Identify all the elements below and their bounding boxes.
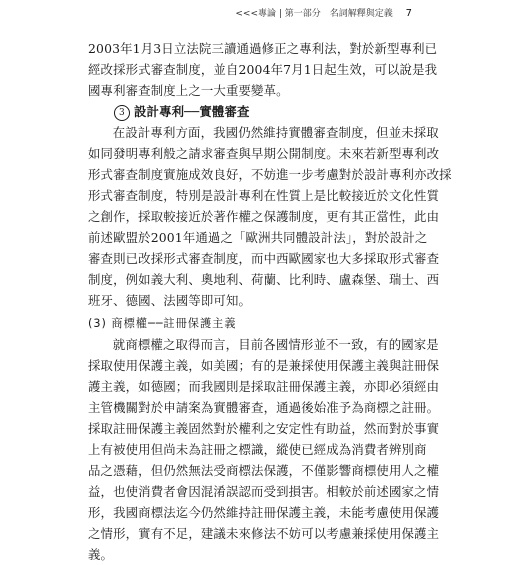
text-line: 前述歐盟於2001年通過之「歐洲共同體設計法」，對於設計之 xyxy=(88,230,428,245)
text-line: 審查則已改採形式審查制度，而中西歐國家也大多採取形式審查 xyxy=(88,251,440,266)
text-line: 如同發明專利般之請求審查與早期公開制度。未來若新型專利改 xyxy=(88,146,440,161)
text-line: 採取註冊保護主義固然對於權利之安定性有助益，然而對於事實 xyxy=(88,421,440,436)
text-line: 主管機關對於申請案為實體審查，通過後始准予為商標之註冊。 xyxy=(88,400,440,415)
text-line: 上有被使用但尚未為註冊之標識，縱使已經成為消費者辨別商 xyxy=(88,442,427,457)
text-line: 班牙、德國、法國等即可知。 xyxy=(88,293,252,308)
text-line: 益，也使消費者會因混淆誤認而受到損害。相較於前述國家之情 xyxy=(88,484,440,499)
running-header xyxy=(235,6,412,19)
body-text xyxy=(88,38,452,565)
text-line: 之創作，採取較接近於著作權之保護制度，更有其正當性，此由 xyxy=(88,209,440,224)
section-number-badge: 3 xyxy=(114,105,130,121)
text-line: 形式審查制度實施成效良好，不妨進一步考慮對於設計專利亦改採 xyxy=(88,167,452,182)
text-line: 採取使用保護主義，如美國；有的是兼採使用保護主義與註冊保 xyxy=(88,358,440,373)
text-line: 在設計專利方面，我國仍然維持實體審查制度，但並未採取 xyxy=(112,125,439,140)
text-line: 制度，例如義大利、奧地利、荷蘭、比利時、盧森堡、瑞士、西 xyxy=(88,272,440,287)
text-line: 形式審查制度，特別是設計專利在性質上是比較接近於文化性質 xyxy=(88,188,440,203)
subsection-heading-trademark: (3) 商標權──註冊保護主義 xyxy=(88,317,237,330)
page-number: 7 xyxy=(405,8,412,19)
text-line: 護主義，如德國；而我國則是採取註冊保護主義，亦即必須經由 xyxy=(88,379,440,394)
header-text: <<<專論 | 第一部分 名詞解釋與定義 xyxy=(235,9,393,19)
section-heading-design-patent xyxy=(88,101,418,122)
text-line: 品之憑藉，但仍然無法受商標法保護，不僅影響商標使用人之權 xyxy=(88,463,440,478)
text-line: 國專利審查制度上之一大重要變革。 xyxy=(88,83,289,98)
intro-paragraph xyxy=(88,38,438,101)
text-line: 形，我國商標法迄今仍然維持註冊保護主義，未能考慮使用保護 xyxy=(88,505,440,520)
text-line: 義。 xyxy=(88,547,114,562)
trademark-paragraph xyxy=(88,334,440,565)
text-line: 之情形，實有不足，建議未來修法不妨可以考慮兼採使用保護主 xyxy=(88,526,440,541)
design-patent-paragraph xyxy=(88,122,452,311)
text-line: 就商標權之取得而言，目前各國情形並不一致，有的國家是 xyxy=(112,337,439,352)
text-line: 經改採形式審查制度，並自2004年7月1日起生效，可以說是我 xyxy=(88,62,438,77)
text-line: 2003年1月3日立法院三讀通過修正之專利法，對於新型專利已 xyxy=(88,41,438,56)
section-title: 設計專利──實體審查 xyxy=(134,104,250,119)
